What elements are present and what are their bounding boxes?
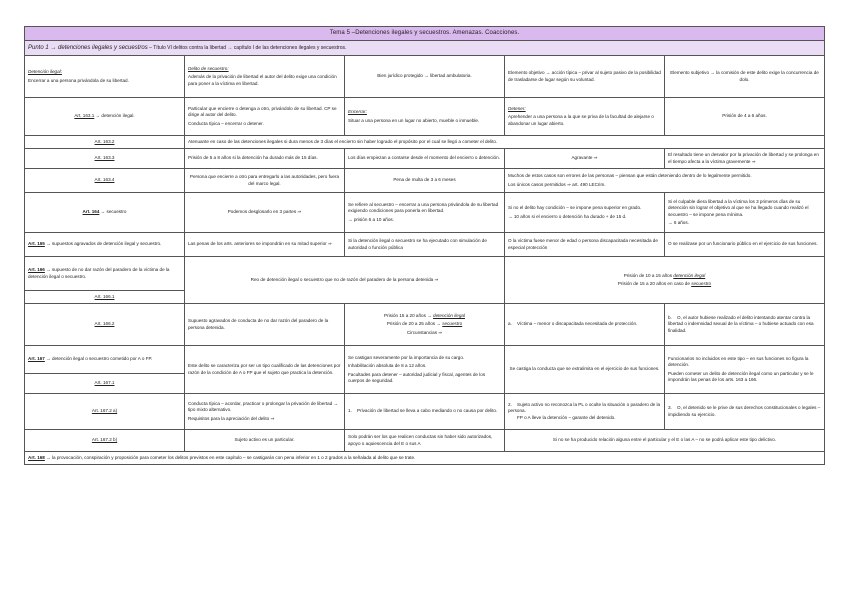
art-163-1-detener: Detener: Aprehender a una persona a la que se priva de la facultad de alejarse o abandonar un lugar abierto. [505,98,665,136]
summary-page [24,26,824,465]
detencion-ilegal-title: Detención ilegal: [28,69,62,75]
section-label: Punto 1 → detenciones ilegales y secuestros [28,44,148,51]
delito-secuestro-title: Delito de secuestro: [188,66,229,72]
art-166-2-circ-a: a. Víctima – menor o discapacitada necesitada de protección. [505,304,665,346]
art-163-3-agravante: Agravante ⇒ [505,149,665,169]
art-163-4-errores: Muchos de estos casos son errores de las personas – piensan que están deteniendo dentro de lo legalmente permitido. Los únicos casos permitidos ⇒ art. 490 LECrim. [505,169,825,193]
art-167-2a-req-2: 2. Sujeto activo no reconozca la PL o oculte la situación o paradero de la persona. FP o A lleve la detención – garante del detenido. [505,394,665,430]
art-163-4-pena: Pena de multa de 3 a 6 meses [345,169,505,193]
art-164-condicion: Si no el delito hay condición – se impone pena superior en grado. → 10 años si el encierro o detención ha durado + de 15 d. [505,193,665,233]
art-164-partes: Podemos desglosarlo en 3 partes ⇒ [185,193,345,233]
cell-delito-secuestro [185,56,345,98]
art-167-2a-label: Art. 167.2 a) [25,394,185,430]
art-163-1-label: Art. 163.1 → detención ilegal. [25,98,185,136]
art-167-2a-req-1: 1. Privación de libertad se lleva a cabo mediando o no causa por delito. [345,394,505,430]
art-163-1-encerrar: Encerrar: Situar a una persona en un lugar no abierto, mueble o inmueble. [345,98,505,136]
art-167-2a-conducta: Conducta típica – acordar, practicar o prolongar la privación de libertad → tipo mixto alternativo. Requisitos para la apreciación del delito ⇒ [185,394,345,430]
art-167-label: Art. 167 → detención ilegal o secuestro cometido por A o FP. [25,346,185,374]
art-166-penas: Prisión de 10 a 15 años detención ilegal Prisión de 15 a 20 años en caso de secuestro [505,257,825,304]
delito-secuestro-text: Además de la privación de libertad el autor del delito exige una condición para poner a la víctima en libertad. [188,74,337,86]
cell-bien-juridico: Bien jurídico protegido → libertad ambulatoria. [345,56,505,98]
art-164-libertad: Si el culpable diera libertad a la víctima los 3 primeros días de su detención sin lograr el objetivo al que se ha llegado cuando realizó el secuestro – se impone pena mínima. → 6 años. [665,193,825,233]
art-167-2a-req-3: 3. O, el detenido se le prive de sus derechos constitucionales o legales – impidiendo su ejercicio. [665,394,825,430]
art-165-victima: O la víctima fuese menor de edad o persona discapacitada necesitada de especial protección [505,233,665,257]
art-166-reo: Reo de detención ilegal o secuestro que no de razón del paradero de la persona detenida ⇒ [185,257,505,304]
art-167-funcionarios: Funcionarios no incluidos en este tipo – en sus funciones no figura la detención. Pueden cometer un delito de detención ilegal como un particular y se le impondrán las penas de los arts. 163 a 166. [665,346,825,394]
art-167-extralimita: Se castiga la conducta que se extralimita en el ejercicio de sus funciones. [505,346,665,394]
art-166-2-circ-b: b. O, el autor hubiese realizado el delito intentando atentar contra la libertad o indemnidad sexual de la víctima – o hubiese actuado con esa finalidad. [665,304,825,346]
art-167-2b-autorizacion: Solo podrán ser los que realicen conductas sin haber sido autorizados, apoyo o aquiescencia del E o sus A [345,430,505,452]
art-166-label: Art. 166 → supuesto de no dar razón del paradero de la víctima de la detención ilegal o secuestro. [25,257,185,291]
art-164-label: Art. 164 → secuestro [25,193,185,233]
art-167-1-label: Art. 167.1 [25,374,185,394]
art-164-secuestro: Se refiere al secuestro – encerrar a una persona privándola de su libertad exigiendo condiciones para ponerla en libertad. → prisión 6 a 10 años. [345,193,505,233]
cell-detencion-ilegal [25,56,185,98]
summary-table [24,26,825,465]
art-166-2-label: Art. 166.2 [25,304,185,346]
art-163-3-pena: Prisión de 5 a 8 años si la detención ha durado más de 15 días. [185,149,345,169]
art-165-funcionario: O se realizase por un funcionario público en el ejercicio de sus funciones. [665,233,825,257]
art-163-3-label: Art. 163.3 [25,149,185,169]
art-167-2b-label: Art. 167.2 b) [25,430,185,452]
document-title: Tema 5 –Detenciones ilegales y secuestros. Amenazas. Coacciones. [25,27,825,41]
art-166-2-supuesto: Supuesto agravados de conducta de no dar razón del paradero de la persona detenida. [185,304,345,346]
art-163-3-dias: Los días empiezan a contarse desde el momento del encierro o detención. [345,149,505,169]
section-text: – Título VI delitos contra la libertad → capítulo I de las detenciones ilegales y secuestros. [147,44,347,51]
art-168-row: Art. 168 → la provocación, conspiración y proposición para cometer los delitos previstos en este capítulo – se castigarán con pena inferior en 1 o 2 grados a la señalada al delito que se trate. [25,452,825,465]
art-165-simulacion: Si la detención ilegal o secuestro se ha ejecutado con simulación de autoridad o función pública [345,233,505,257]
art-163-4-label: Art. 163.4 [25,169,185,193]
art-167-2b-sujeto: Sujeto activo es un particular. [185,430,345,452]
art-163-1-conducta: Particular que encierre o detenga a otro, privándolo de su libertad. CP se dirige al autor del delito. Conducta típica – encerrar o detener. [185,98,345,136]
art-167-2b-relacion: Si no se ha producido relación alguna entre el particular y el E o las A – no se podrá aplicar este tipo delictivo. [505,430,825,452]
art-166-1-label: Art. 166.1 [25,291,185,304]
art-163-4-conducta: Persona que encierre a otro para entregarlo a las autoridades, pero fuera del marco legal. [185,169,345,193]
art-165-penas: Las penas de los arts. anteriores se impondrán en su mitad superior ⇒ [185,233,345,257]
art-166-2-penas: Prisión 15 a 20 años → detención ilegal Prisión de 20 a 25 años → secuestro Circunstancias ⇒ [345,304,505,346]
cell-elemento-objetivo: Elemento objetivo → acción típica – privar al sujeto pasivo de la posibilidad de trasladarse de lugar según su voluntad. [505,56,665,98]
art-167-tipo: Este delito se caracteriza por ser un tipo cualificado de las detenciones por razón de la condición de A o FP que el sujeto que practica la detención. [185,346,345,394]
section-header [25,41,825,56]
art-167-cargo: Se castigan severamente por la importancia de su cargo. Inhabilitación absoluta de 8 a 12 años. Facultades para detener – autoridad judicial y fiscal, agentes de los cuerpos de seguridad. [345,346,505,394]
art-163-2-label: Art. 163.2 [25,136,185,149]
art-163-2-text: Atenuante en caso de las detenciones ilegales si dura menos de 3 días el encierro sin haber logrado el propósito por el cual se llegó a cometer el delito. [185,136,825,149]
cell-elemento-subjetivo: Elemento subjetivo → la comisión de este delito exige la concurrencia de dolo. [665,56,825,98]
art-165-label: Art. 165 → supuestos agravados de detención ilegal y secuestro. [25,233,185,257]
detencion-ilegal-text: Encerrar a una persona privándola de su libertad. [28,77,129,83]
art-163-3-desvalor: El resultado tiene un desvalor por la privación de libertad y se prolonga en el tiempo afecta a la víctima gravemente ⇒ [665,149,825,169]
art-163-1-pena: Prisión de 4 a 6 años. [665,98,825,136]
